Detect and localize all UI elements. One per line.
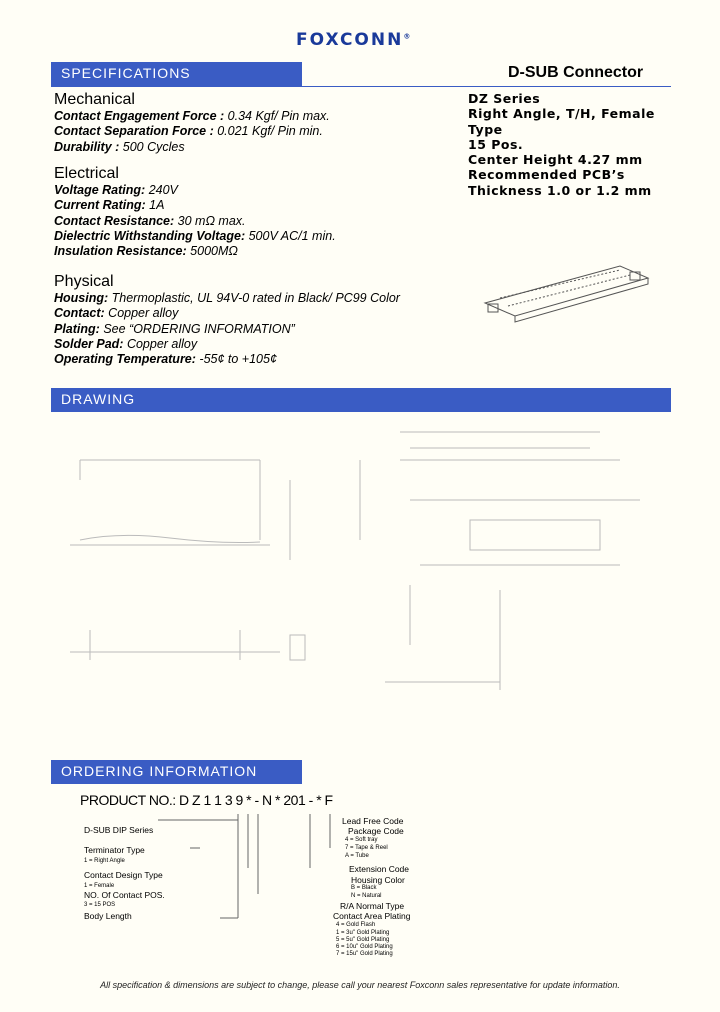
ordering-right-item: 7 = 15u" Gold Plating: [336, 951, 393, 957]
product-summary-line: Center Height 4.27 mm: [468, 152, 643, 168]
ordering-left-item: Body Length: [84, 911, 132, 921]
ordering-right-item: Contact Area Plating: [333, 911, 411, 921]
mechanical-specs: [54, 109, 330, 155]
product-summary-line: 15 Pos.: [468, 136, 524, 152]
spec-label: Contact Resistance:: [54, 213, 175, 228]
product-summary: [468, 91, 655, 198]
mechanical-spec-line: [54, 109, 330, 124]
product-summary-line: Thickness 1.0 or 1.2 mm: [468, 182, 652, 198]
physical-specs: [54, 291, 400, 367]
electrical-heading: Electrical: [54, 165, 119, 182]
ordering-right-item: Extension Code: [349, 864, 410, 874]
physical-spec-line: [54, 322, 400, 337]
spec-value: Copper alloy: [104, 306, 179, 321]
specifications-band: [51, 62, 302, 84]
spec-value: 240V: [145, 183, 178, 197]
spec-label: Dielectric Withstanding Voltage:: [54, 228, 246, 243]
spec-divider-line: [51, 86, 671, 87]
spec-label: Contact Engagement Force :: [54, 109, 225, 123]
specifications-band-label: SPECIFICATIONS: [61, 65, 191, 81]
ordering-right-item: Package Code: [348, 826, 404, 836]
ordering-leader-lines: [150, 808, 410, 928]
product-summary-line: DZ Series: [468, 91, 541, 106]
spec-label: Solder Pad:: [54, 336, 124, 351]
spec-label: Contact:: [54, 306, 105, 321]
ordering-left-item: D-SUB DIP Series: [84, 825, 154, 835]
ordering-left-item: NO. Of Contact POS.: [84, 890, 165, 900]
connector-image: [480, 258, 660, 328]
spec-label: Contact Separation Force :: [54, 124, 214, 139]
ordering-right-item: 4 = Gold Flash: [336, 922, 376, 928]
spec-label: Operating Temperature:: [54, 352, 196, 367]
physical-spec-line: [54, 352, 400, 367]
mechanical-spec-line: [54, 140, 330, 155]
ordering-right-item: Housing Color: [351, 875, 405, 885]
spec-value: 5000MΩ: [186, 244, 238, 259]
ordering-right-item: B = Black: [351, 885, 377, 891]
spec-label: Durability :: [54, 139, 120, 154]
spec-value: -55¢ to +105¢: [195, 352, 277, 367]
product-summary-line: Type: [468, 121, 503, 137]
ordering-left-item: 1 = Female: [84, 883, 115, 889]
product-title: D-SUB Connector: [508, 64, 644, 81]
spec-value: 30 mΩ max.: [174, 213, 246, 228]
registered-mark: ®: [403, 32, 411, 41]
ordering-right-item: 6 = 10u" Gold Plating: [336, 944, 393, 950]
product-summary-line: Recommended PCB’s: [468, 167, 625, 183]
spec-value: 1A: [145, 198, 165, 213]
ordering-right-item: 4 = Soft tray: [345, 837, 378, 843]
drawing-band: [51, 388, 671, 410]
logo-text: FOXCONN: [296, 30, 404, 50]
electrical-specs: [54, 183, 336, 259]
ordering-left-item: Terminator Type: [84, 845, 145, 855]
ordering-left-item: Contact Design Type: [84, 870, 163, 880]
ordering-right-item: N = Natural: [351, 893, 382, 899]
spec-label: Voltage Rating:: [54, 183, 146, 197]
mechanical-spec-line: [54, 124, 330, 139]
spec-label: Insulation Resistance:: [54, 244, 187, 259]
product-number: PRODUCT NO.: D Z 1 1 3 9 * - N * 201 - * F: [80, 792, 333, 808]
ordering-underline: [51, 782, 302, 784]
spec-value: 0.34 Kgf/ Pin max.: [224, 109, 330, 123]
ordering-right-item: 7 = Tape & Reel: [345, 845, 388, 851]
mechanical-heading: Mechanical: [54, 91, 135, 108]
ordering-band-label: ORDERING INFORMATION: [61, 763, 258, 779]
ordering-left-item: 1 = Right Angle: [84, 858, 125, 864]
electrical-spec-line: [54, 183, 336, 198]
spec-value: Copper alloy: [123, 336, 198, 351]
footer-note: All specification & dimensions are subject to change, please call your nearest Foxconn sales representative for update information.: [100, 980, 620, 990]
physical-spec-line: [54, 337, 400, 352]
ordering-right-item: Lead Free Code: [342, 816, 404, 826]
ordering-right-item: 1 = 3u" Gold Plating: [336, 930, 390, 936]
drawing-underline: [51, 410, 671, 412]
physical-heading: Physical: [54, 273, 114, 290]
spec-value: See “ORDERING INFORMATION”: [99, 321, 295, 336]
ordering-left-item: 3 = 15 POS: [84, 902, 116, 908]
spec-value: 0.021 Kgf/ Pin min.: [213, 124, 323, 139]
product-summary-line: Right Angle, T/H, Female: [468, 106, 655, 122]
ordering-right-item: R/A Normal Type: [340, 901, 405, 911]
ordering-band: [51, 760, 302, 782]
spec-label: Current Rating:: [54, 198, 146, 213]
foxconn-logo: [296, 30, 410, 50]
spec-label: Housing:: [54, 291, 109, 305]
spec-value: 500 Cycles: [119, 139, 185, 154]
drawing-band-label: DRAWING: [61, 391, 136, 407]
technical-drawing: [60, 420, 660, 740]
spec-value: 500V AC/1 min.: [245, 228, 336, 243]
physical-spec-line: [54, 291, 400, 306]
physical-spec-line: [54, 306, 400, 321]
ordering-right-item: 5 = 5u" Gold Plating: [336, 937, 390, 943]
electrical-spec-line: [54, 214, 336, 229]
electrical-spec-line: [54, 229, 336, 244]
spec-label: Plating:: [54, 321, 100, 336]
ordering-right-item: A = Tube: [345, 853, 369, 859]
spec-value: Thermoplastic, UL 94V-0 rated in Black/ PC99 Color: [108, 291, 400, 305]
electrical-spec-line: [54, 244, 336, 259]
electrical-spec-line: [54, 198, 336, 213]
